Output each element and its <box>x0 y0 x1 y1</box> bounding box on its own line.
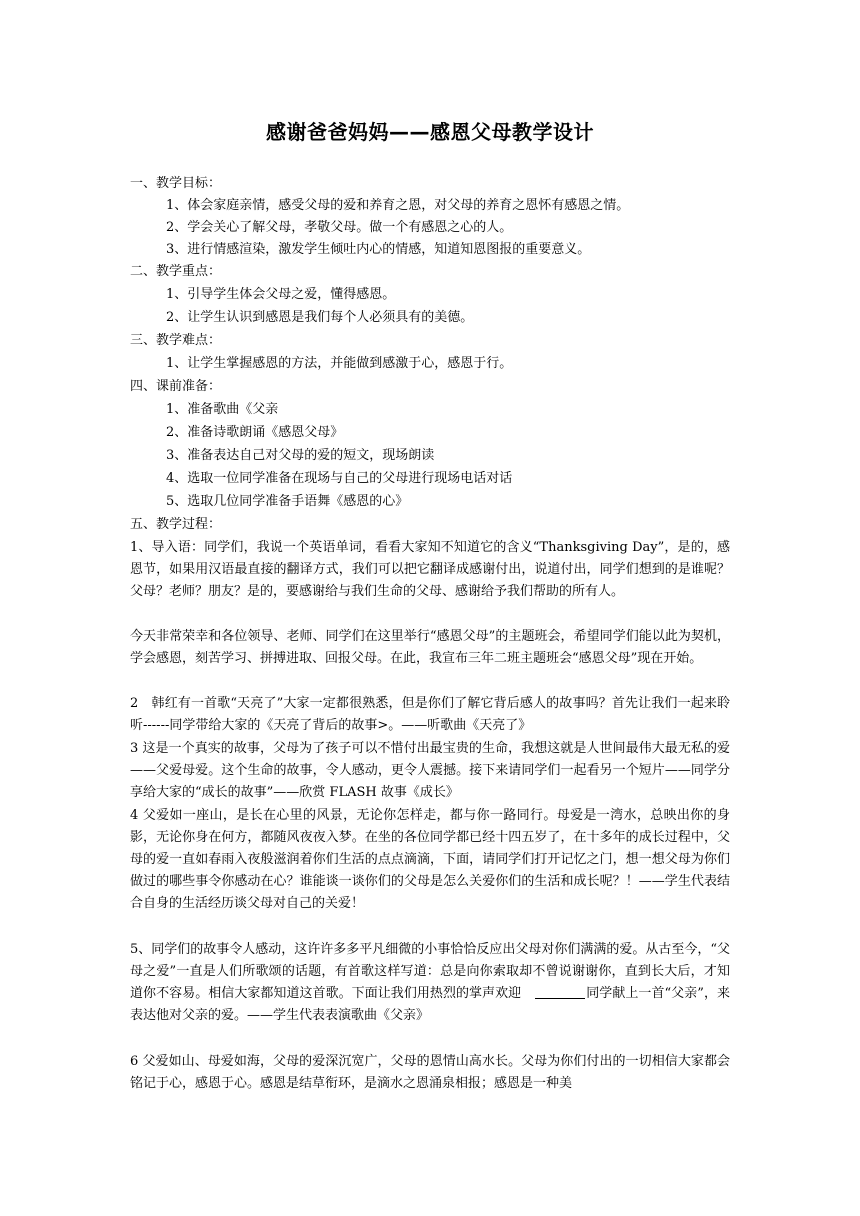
list-item: 1、体会家庭亲情，感受父母的爱和养育之恩，对父母的养育之恩怀有感恩之情。 <box>166 198 630 213</box>
paragraph-intro: 1、导入语：同学们，我说一个英语单词，看看大家知不知道它的含义“Thanksgiving Day”，是的，感恩节，如果用汉语最直接的翻译方式，我们可以把它翻译成感谢付出，说道付出，同学们想到的是谁呢？父母？老师？朋友？是的，要感谢给与我们生命的父母、感谢给予我们帮助的所有人。 <box>130 540 730 599</box>
paragraph-step-6: 6 父爱如山、母爱如海，父母的爱深沉宽广，父母的恩情山高水长。父母为你们付出的一切相信大家都会铭记于心，感恩于心。感恩是结草衔环，是滴水之恩涌泉相报；感恩是一种美 <box>130 1054 730 1091</box>
section-heading-preparation: 四、课前准备： <box>130 379 222 394</box>
paragraph-step-5 <box>130 939 730 1027</box>
section-heading-process: 五、教学过程： <box>130 517 222 532</box>
list-item: 2、学会关心了解父母，孝敬父母。做一个有感恩之心的人。 <box>166 220 513 235</box>
section-heading-objectives: 一、教学目标： <box>130 176 222 191</box>
fill-in-blank <box>535 984 585 999</box>
paragraph-step-4: 4 父爱如一座山，是长在心里的风景，无论你怎样走，都与你一路同行。母爱是一湾水，总映出你的身影，无论你身在何方，都随风夜夜入梦。在坐的各位同学都已经十四五岁了，在十多年的成长过程中，父母的爱一直如春雨入夜般滋润着你们生活的点点滴滴，下面，请同学们打开记忆之门，想一想父母为你们做过的哪些事令你感动在心？谁能谈一谈你们的父母是怎么关爱你们的生活和成长呢？！——学生代表结合自身的生活经历谈父母对自己的关爱！ <box>130 808 730 911</box>
list-item: 5、选取几位同学准备手语舞《感恩的心》 <box>166 494 409 509</box>
section-heading-key-points: 二、教学重点： <box>130 264 222 279</box>
list-item: 1、准备歌曲《父亲 <box>166 402 279 417</box>
list-item: 4、选取一位同学准备在现场与自己的父母进行现场电话对话 <box>166 471 513 486</box>
list-item: 2、准备诗歌朗诵《感恩父母》 <box>166 425 344 440</box>
list-item: 1、让学生掌握感恩的方法，并能做到感激于心，感恩于行。 <box>166 356 513 371</box>
document-title: 感谢爸爸妈妈——感恩父母教学设计 <box>266 120 594 144</box>
list-item: 3、进行情感渲染，激发学生倾吐内心的情感，知道知恩图报的重要意义。 <box>166 242 591 257</box>
list-item: 3、准备表达自己对父母的爱的短文，现场朗读 <box>166 448 435 463</box>
paragraph-step-5-part-1: 5、同学们的故事令人感动，这许许多多平凡细微的小事恰恰反应出父母对你们满满的爱。从古至今，“父母之爱”一直是人们所歌颂的话题，有首歌这样写道：总是向你索取却不曾说谢谢你，直到长大后，才知道你不容易。相信大家都知道这首歌。下面让我们用热烈的掌声欢迎 <box>130 942 730 1001</box>
paragraph-step-5-part-2: 同学献上一首“父亲”，来表达他对父亲的爱。——学生代表表演歌曲《父亲》 <box>130 986 730 1023</box>
list-item: 1、引导学生体会父母之爱，懂得感恩。 <box>166 287 396 302</box>
section-heading-difficulties: 三、教学难点： <box>130 333 222 348</box>
paragraph-opening: 今天非常荣幸和各位领导、老师、同学们在这里举行“感恩父母”的主题班会，希望同学们能以此为契机，学会感恩，刻苦学习、拼搏进取、回报父母。在此，我宣布三年二班主题班会“感恩父母”现在开始。 <box>130 629 730 666</box>
list-item: 2、让学生认识到感恩是我们每个人必须具有的美德。 <box>166 310 474 325</box>
paragraph-step-3: 3 这是一个真实的故事，父母为了孩子可以不惜付出最宝贵的生命，我想这就是人世间最伟大最无私的爱——父爱母爱。这个生命的故事，令人感动，更令人震撼。接下来请同学们一起看另一个短片——同学分享给大家的“成长的故事”——欣赏 FLASH 故事《成长》 <box>130 741 730 800</box>
paragraph-step-2: 2 韩红有一首歌“天亮了”大家一定都很熟悉，但是你们了解它背后感人的故事吗？首先让我们一起来聆听------同学带给大家的《天亮了背后的故事>。——听歌曲《天亮了》 <box>130 696 730 733</box>
